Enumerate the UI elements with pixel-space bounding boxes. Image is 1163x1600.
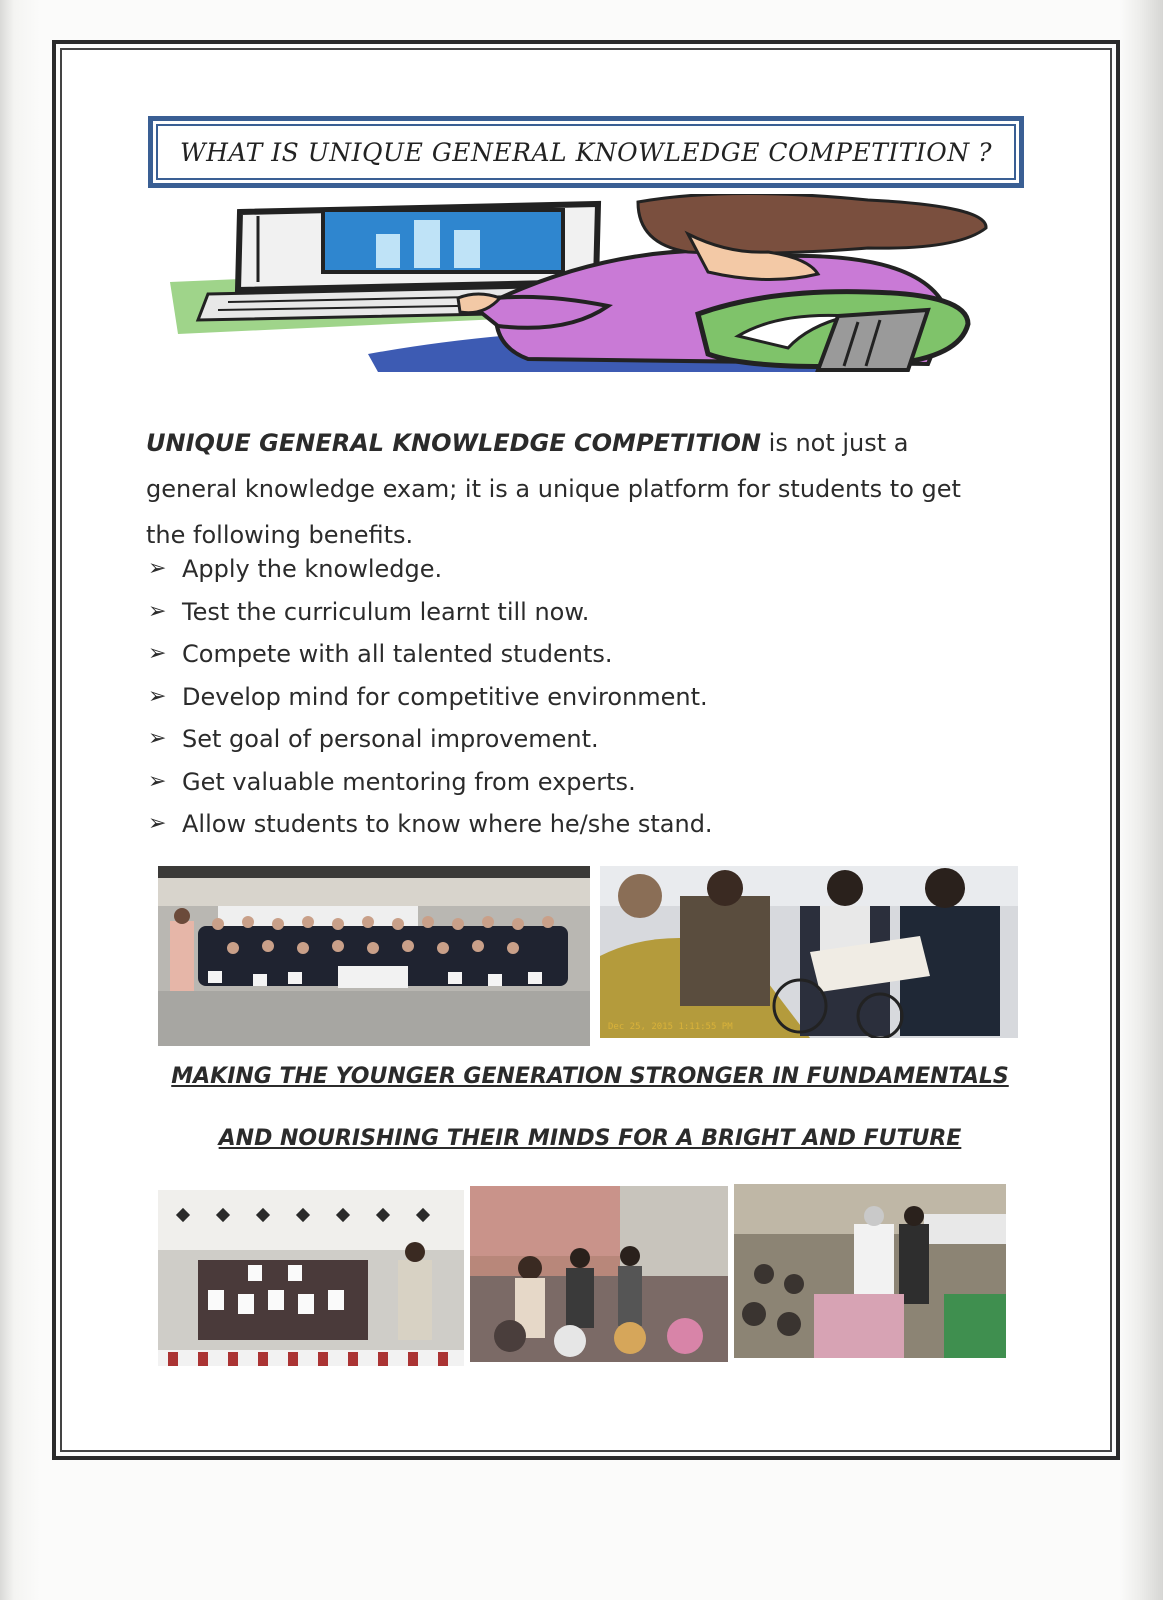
intro-lead: UNIQUE GENERAL KNOWLEDGE COMPETITION xyxy=(146,429,762,457)
title-banner xyxy=(148,116,1024,188)
benefit-item xyxy=(148,548,713,591)
arrowhead-bullet-icon: ➢ xyxy=(148,768,167,794)
award-ceremony-photo xyxy=(600,866,1018,1038)
photo-date-stamp: Dec 25, 2015 1:11:55 PM xyxy=(608,1022,733,1032)
page-title: WHAT IS UNIQUE GENERAL KNOWLEDGE COMPETITION ? xyxy=(179,137,993,167)
slogan-line-1: MAKING THE YOUNGER GENERATION STRONGER IN FUNDAMENTALS xyxy=(171,1064,1009,1089)
student-at-computer-clipart xyxy=(168,194,1018,384)
slogan-line-2: AND NOURISHING THEIR MINDS FOR A BRIGHT AND FUTURE xyxy=(218,1126,962,1151)
benefit-text: Set goal of personal improvement. xyxy=(182,725,599,753)
benefit-item xyxy=(148,676,713,719)
benefit-item xyxy=(148,633,713,676)
intro-paragraph xyxy=(146,420,996,558)
intro-rest: is not just a general knowledge exam; it is a unique platform for students to get the following benefits. xyxy=(146,429,961,549)
benefit-text: Develop mind for competitive environment. xyxy=(182,682,708,711)
classroom-gathering-photo xyxy=(470,1186,728,1362)
arrowhead-bullet-icon: ➢ xyxy=(148,811,167,836)
benefit-item xyxy=(148,591,713,634)
group-photo-students xyxy=(158,866,590,1046)
arrowhead-bullet-icon: ➢ xyxy=(148,726,167,751)
benefits-list xyxy=(148,548,713,846)
arrowhead-bullet-icon: ➢ xyxy=(148,641,167,666)
benefit-item xyxy=(148,718,713,761)
students-with-certificates-photo xyxy=(158,1190,464,1366)
arrowhead-bullet-icon: ➢ xyxy=(148,683,167,709)
arrowhead-bullet-icon: ➢ xyxy=(148,556,167,581)
certificate-presentation-photo xyxy=(734,1184,1006,1358)
benefit-text: Get valuable mentoring from experts. xyxy=(182,767,636,796)
benefit-item xyxy=(148,803,713,846)
benefit-text: Test the curriculum learnt till now. xyxy=(182,597,590,626)
benefit-item xyxy=(148,761,713,804)
benefit-text: Allow students to know where he/she stand. xyxy=(182,810,713,838)
benefit-text: Apply the knowledge. xyxy=(182,555,443,583)
benefit-text: Compete with all talented students. xyxy=(182,640,613,668)
arrowhead-bullet-icon: ➢ xyxy=(148,598,167,624)
